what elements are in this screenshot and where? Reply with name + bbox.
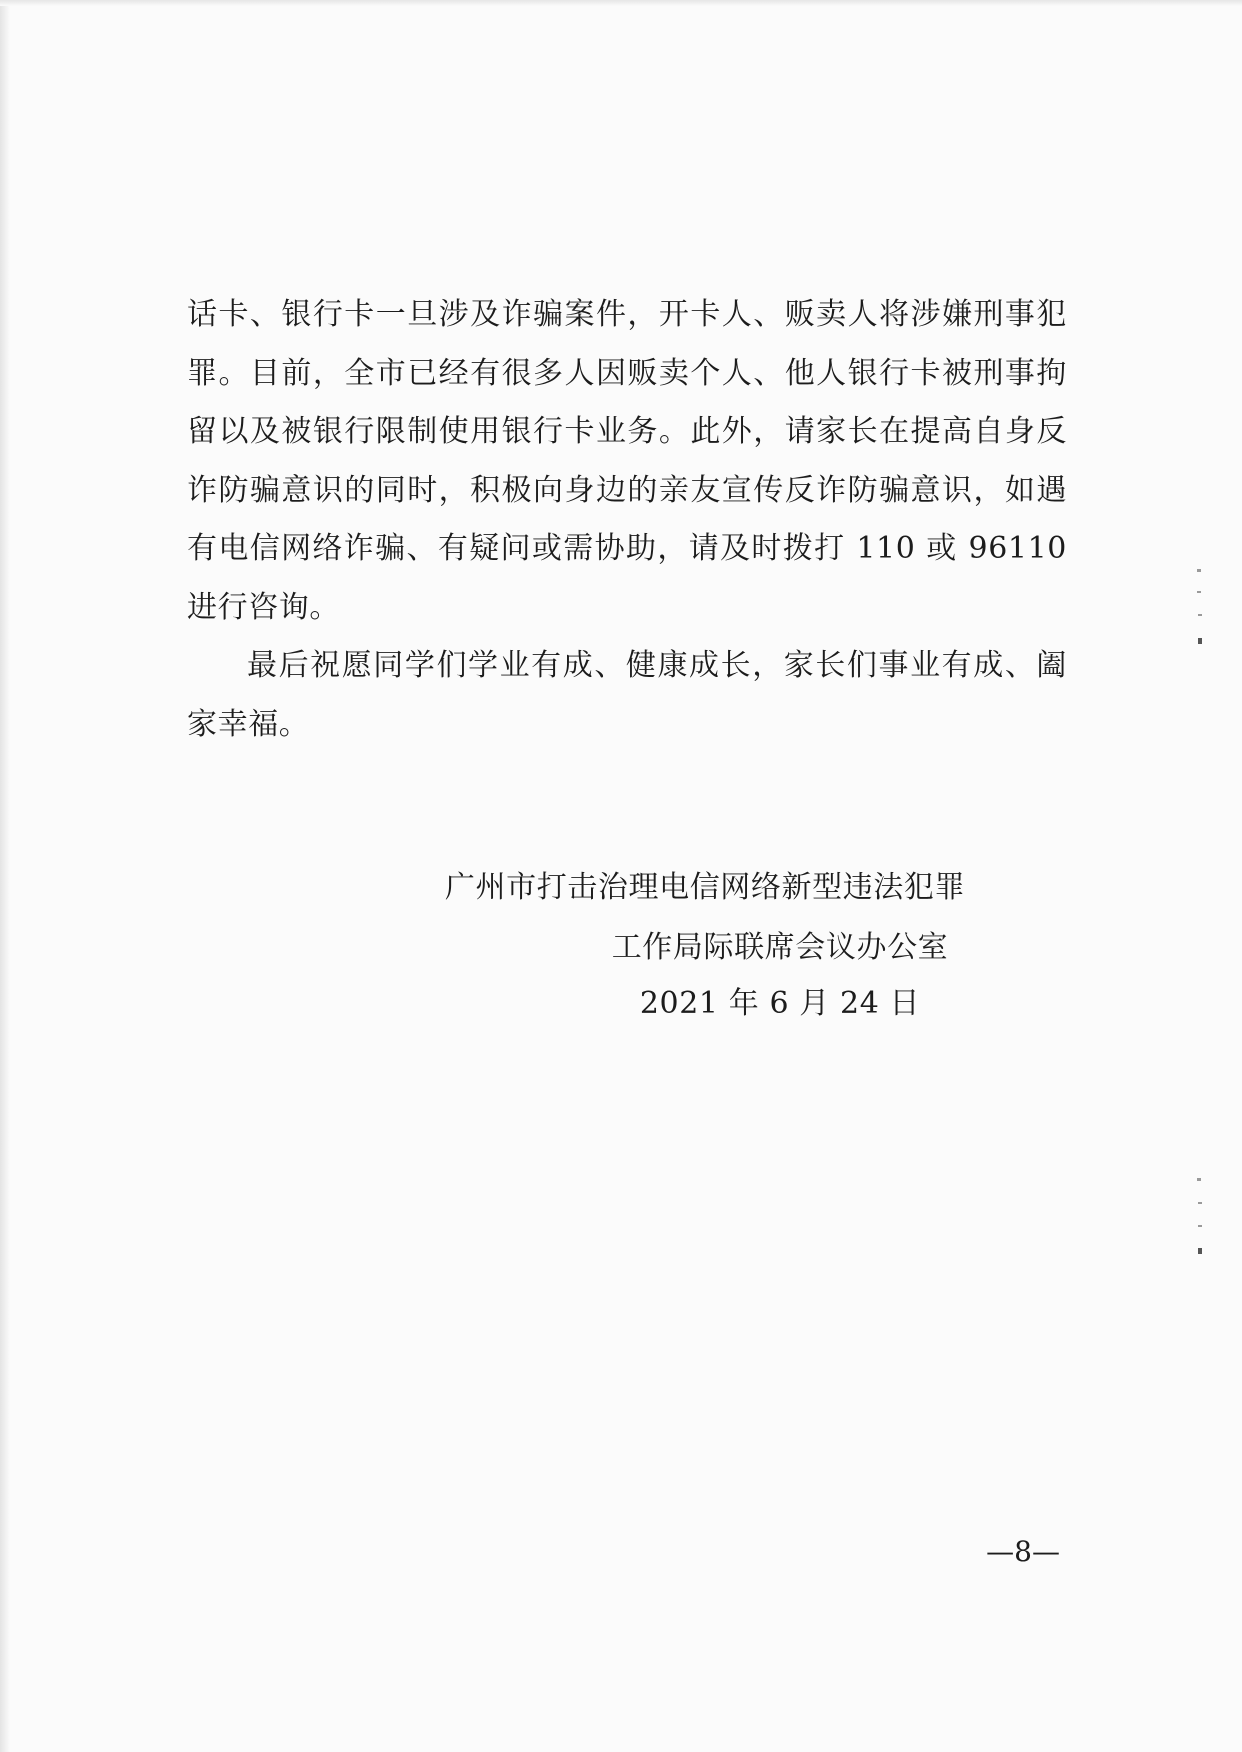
page-number: —8—: [986, 1535, 1060, 1568]
page-edge-shadow: [0, 0, 10, 1752]
paragraph-closing-wishes: 最后祝愿同学们学业有成、健康成长，家长们事业有成、阖家幸福。: [187, 648, 1067, 742]
signature-org-line2: 工作局际联席会议办公室: [611, 930, 949, 965]
signature-date: 2021 年 6 月 24 日: [639, 986, 921, 1021]
paragraph-continuation: 话卡、银行卡一旦涉及诈骗案件，开卡人、贩卖人将涉嫌刑事犯罪。目前，全市已经有很多人因贩卖个人、他人银行卡被刑事拘留以及被银行限制使用银行卡业务。此外，请家长在提高自身反诈防骗意识的同时，积极向身边的亲友宣传反诈防骗意识，如遇有电信网络诈骗、有疑问或需协助，请及时拨打 110 或 96110 进行咨询。: [187, 297, 1067, 625]
body-text: [187, 286, 1067, 754]
signature-org-line1: 广州市打击治理电信网络新型违法犯罪: [444, 870, 966, 905]
page-top-shadow: [0, 0, 1242, 6]
